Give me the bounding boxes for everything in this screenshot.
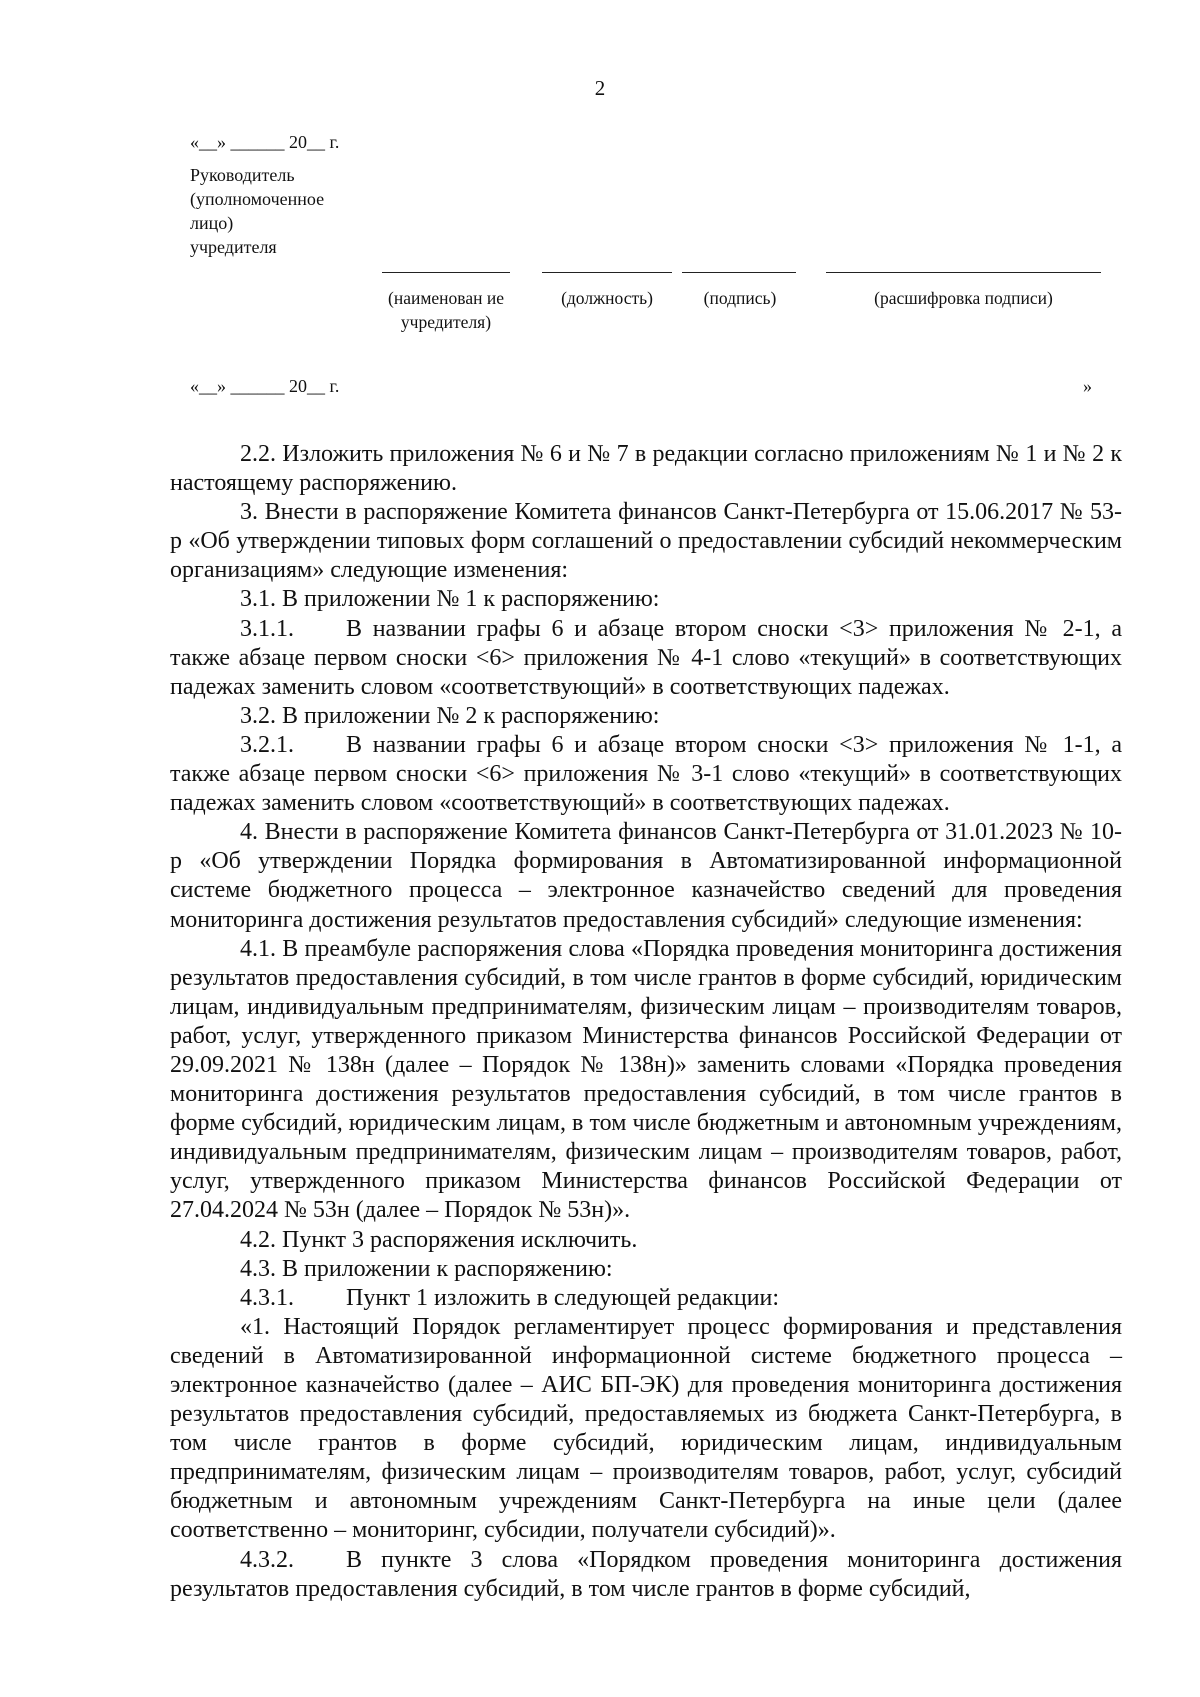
paragraph-number: 4.3.2.: [240, 1546, 294, 1573]
paragraph: 4.3. В приложении к распоряжению:: [240, 1255, 613, 1282]
signature-line-founder: [382, 272, 510, 273]
paragraph: 4. Внести в распоряжение Комитета финансов Санкт-Петербурга от 31.01.2023 № 10-р «Об утверждении Порядка формирования в Автоматизированной информационной системе бюджетного процесса – электронное казначейство сведений для проведения мониторинга достижения результатов предоставления субсидий» следующие изменения:: [170, 819, 1122, 933]
closing-quote: »: [1083, 376, 1092, 396]
paragraph: 2.2. Изложить приложения № 6 и № 7 в редакции согласно приложениям № 1 и № 2 к настоящему распоряжению.: [170, 441, 1122, 497]
paragraph: 3. Внести в распоряжение Комитета финансов Санкт-Петербурга от 15.06.2017 № 53-р «Об утверждении типовых форм соглашений о предоставлении субсидий некоммерческим организациям» следующие изменения:: [170, 499, 1122, 584]
signatory-label: [190, 163, 324, 259]
paragraph: 3.1. В приложении № 1 к распоряжению:: [240, 586, 660, 613]
signatory-label-line: учредителя: [190, 237, 277, 257]
paragraph: 4.3.2. В пункте 3 слова «Порядком проведения мониторинга достижения результатов предоставления субсидий, в том числе грантов в форме субсидий,: [170, 1546, 1122, 1602]
field-label-founder: (наименован ие учредителя): [388, 288, 504, 332]
signatory-label-line: Руководитель: [190, 165, 295, 185]
page-number: 2: [594, 76, 606, 100]
date-line-bottom: «__» ______ 20__ г.: [190, 376, 340, 396]
document-body: [170, 440, 1122, 1604]
field-label-position: (должность): [561, 288, 653, 308]
paragraph: 4.2. Пункт 3 распоряжения исключить.: [240, 1226, 638, 1253]
paragraph-number: 4.3.1.: [240, 1284, 294, 1311]
paragraph: 4.3.1. Пункт 1 изложить в следующей редакции:: [240, 1284, 780, 1311]
signature-line-name: [826, 272, 1101, 273]
date-line-top: «__» ______ 20__ г.: [190, 132, 340, 152]
paragraph: 4.1. В преамбуле распоряжения слова «Порядка проведения мониторинга достижения результатов предоставления субсидий, в том числе грантов в форме субсидий, юридическим лицам, индивидуальным предпринимателям, физическим лицам – производителям товаров, работ, услуг, утвержденного приказом Министерства финансов Российской Федерации от 29.09.2021 № 138н (далее – Порядок № 138н)» заменить словами «Порядка проведения мониторинга достижения результатов предоставления субсидий, в том числе грантов в форме субсидий, юридическим лицам, в том числе бюджетным и автономным учреждениям, индивидуальным предпринимателям, физическим лицам – производителям товаров, работ, услуг, утвержденного приказом Министерства финансов Российской Федерации от 27.04.2024 № 53н (далее – Порядок № 53н)».: [170, 935, 1122, 1224]
paragraph: 3.1.1. В названии графы 6 и абзаце втором сноски <3> приложения № 2-1, а также абзаце первом сноски <6> приложения № 4-1 слово «текущий» в соответствующих падежах заменить словом «соответствующий» в соответствующих падежах.: [170, 615, 1122, 700]
paragraph-number: 3.2.1.: [240, 731, 294, 758]
paragraph: 3.2.1. В названии графы 6 и абзаце втором сноски <3> приложения № 1-1, а также абзаце первом сноски <6> приложения № 3-1 слово «текущий» в соответствующих падежах заменить словом «соответствующий» в соответствующих падежах.: [170, 731, 1122, 817]
paragraph: «1. Настоящий Порядок регламентирует процесс формирования и представления сведений в Автоматизированной информационной системе бюджетного процесса – электронное казначейство (далее – АИС БП-ЭК) для проведения мониторинга достижения результатов предоставления субсидий, предоставляемых из бюджета Санкт-Петербурга, в том числе грантов в форме субсидий, юридическим лицам, индивидуальным предпринимателям, физическим лицам – производителям товаров, работ, услуг, субсидий бюджетным и автономным учреждениям Санкт-Петербурга на иные цели (далее соответственно – мониторинг, субсидии, получатели субсидий)».: [170, 1313, 1122, 1544]
field-label-signature: (подпись): [703, 288, 777, 308]
signatory-label-line: лицо): [190, 213, 234, 233]
field-label-signature-name: (расшифровка подписи): [874, 288, 1053, 308]
signatory-label-line: (уполномоченное: [190, 189, 325, 209]
signature-line-position: [542, 272, 672, 273]
paragraph-number: 3.1.1.: [240, 615, 294, 642]
signature-line-signature: [682, 272, 796, 273]
paragraph: 3.2. В приложении № 2 к распоряжению:: [240, 702, 660, 729]
